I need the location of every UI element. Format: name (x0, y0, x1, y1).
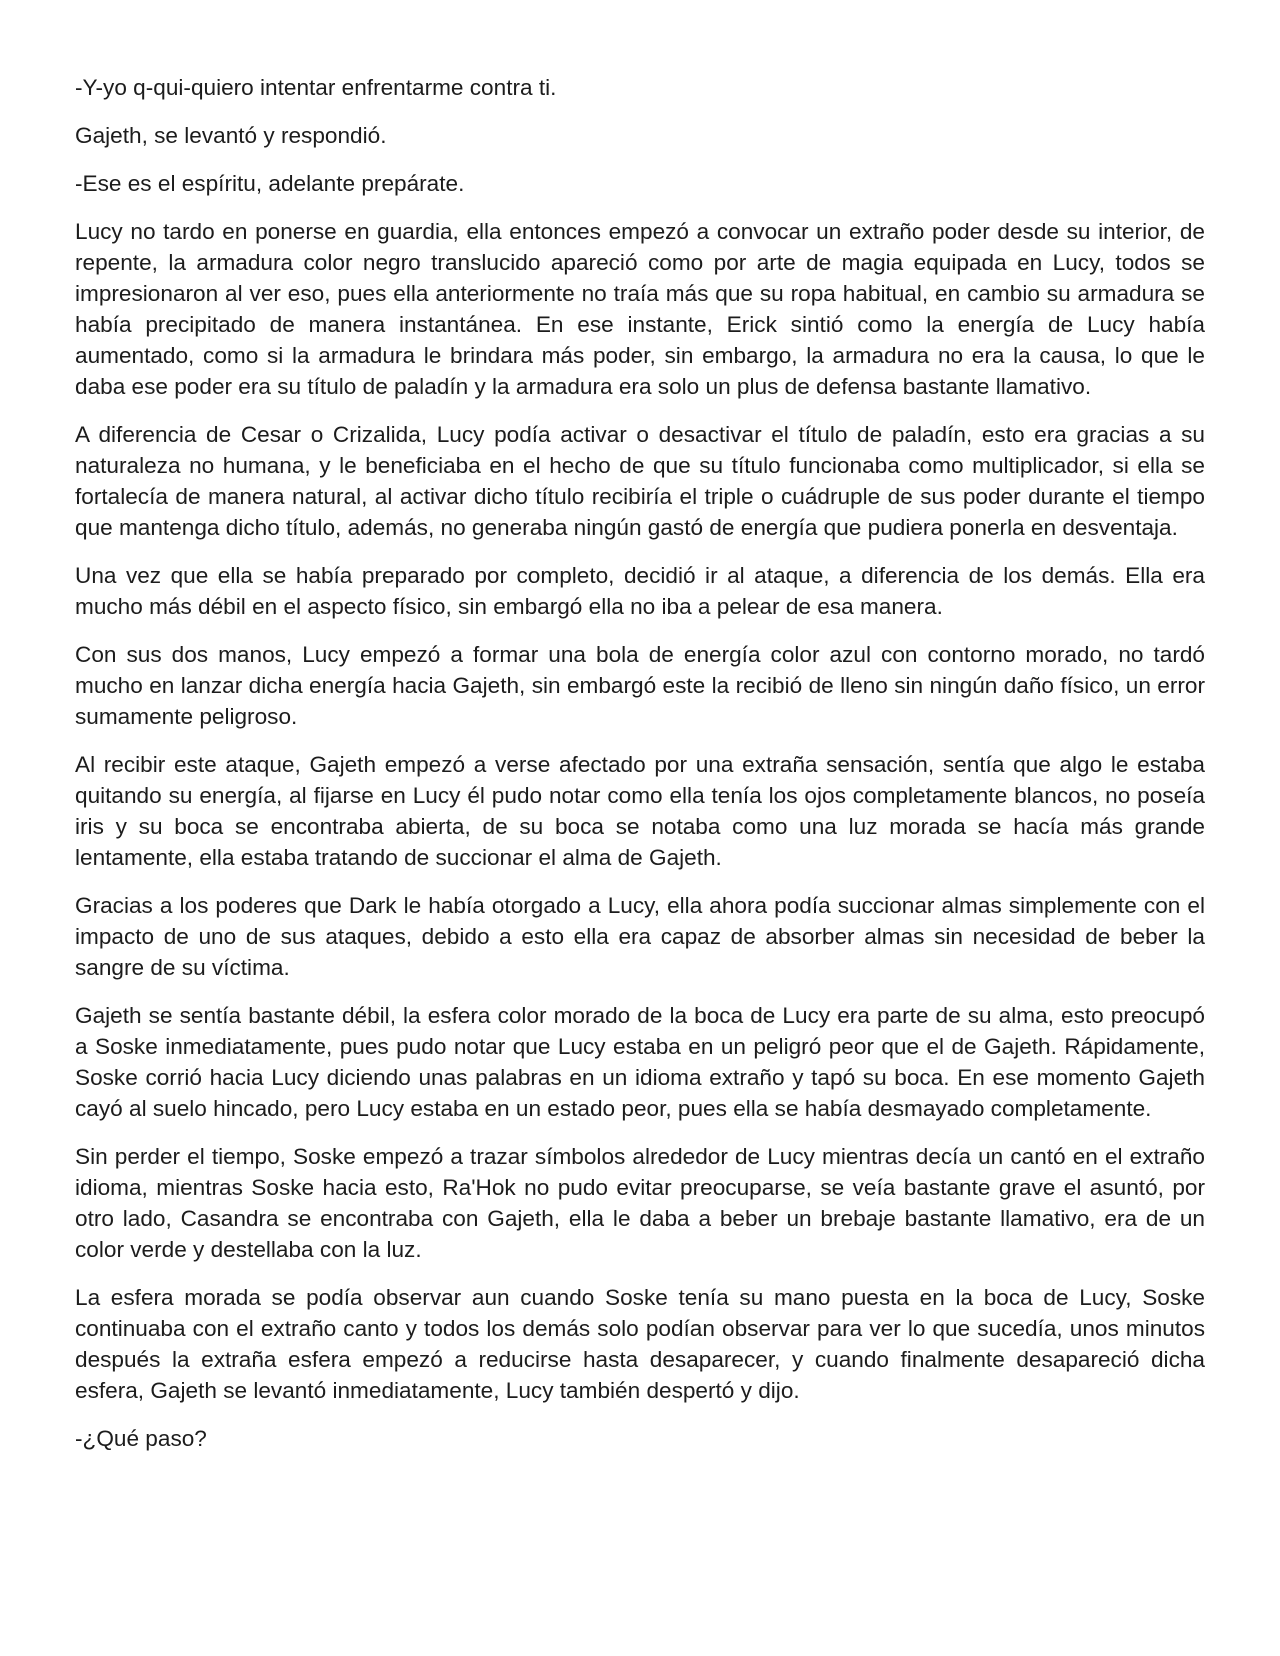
paragraph-4: Lucy no tardo en ponerse en guardia, ella entonces empezó a convocar un extraño poder desde su interior, de repente, la armadura color negro translucido apareció como por arte de magia equipada en Lucy, todos se impresionaron al ver eso, pues ella anteriormente no traía más que su ropa habitual, en cambio su armadura se había precipitado de manera instantánea. En ese instante, Erick sintió como la energía de Lucy había aumentado, como si la armadura le brindara más poder, sin embargo, la armadura no era la causa, lo que le daba ese poder era su título de paladín y la armadura era solo un plus de defensa bastante llamativo. (75, 219, 1205, 399)
paragraph-13: -¿Qué paso? (75, 1426, 207, 1451)
paragraph-9: Gracias a los poderes que Dark le había otorgado a Lucy, ella ahora podía succionar almas simplemente con el impacto de uno de sus ataques, debido a esto ella era capaz de absorber almas sin necesidad de beber la sangre de su víctima. (75, 893, 1205, 980)
document-page (75, 72, 1205, 1471)
paragraph-7: Con sus dos manos, Lucy empezó a formar una bola de energía color azul con contorno morado, no tardó mucho en lanzar dicha energía hacia Gajeth, sin embargó este la recibió de lleno sin ningún daño físico, un error sumamente peligroso. (75, 642, 1205, 729)
paragraph-8: Al recibir este ataque, Gajeth empezó a verse afectado por una extraña sensación, sentía que algo le estaba quitando su energía, al fijarse en Lucy él pudo notar como ella tenía los ojos completamente blancos, no poseía iris y su boca se encontraba abierta, de su boca se notaba como una luz morada se hacía más grande lentamente, ella estaba tratando de succionar el alma de Gajeth. (75, 752, 1205, 870)
paragraph-12: La esfera morada se podía observar aun cuando Soske tenía su mano puesta en la boca de Lucy, Soske continuaba con el extraño canto y todos los demás solo podían observar para ver lo que sucedía, unos minutos después la extraña esfera empezó a reducirse hasta desaparecer, y cuando finalmente desapareció dicha esfera, Gajeth se levantó inmediatamente, Lucy también despertó y dijo. (75, 1285, 1205, 1403)
paragraph-6: Una vez que ella se había preparado por completo, decidió ir al ataque, a diferencia de los demás. Ella era mucho más débil en el aspecto físico, sin embargó ella no iba a pelear de esa manera. (75, 563, 1205, 619)
paragraph-2: Gajeth, se levantó y respondió. (75, 123, 387, 148)
paragraph-5: A diferencia de Cesar o Crizalida, Lucy podía activar o desactivar el título de paladín, esto era gracias a su naturaleza no humana, y le beneficiaba en el hecho de que su título funcionaba como multiplicador, si ella se fortalecía de manera natural, al activar dicho título recibiría el triple o cuádruple de sus poder durante el tiempo que mantenga dicho título, además, no generaba ningún gastó de energía que pudiera ponerla en desventaja. (75, 422, 1205, 540)
paragraph-1: -Y-yo q-qui-quiero intentar enfrentarme contra ti. (75, 75, 557, 100)
paragraph-3: -Ese es el espíritu, adelante prepárate. (75, 171, 465, 196)
paragraph-11: Sin perder el tiempo, Soske empezó a trazar símbolos alrededor de Lucy mientras decía un cantó en el extraño idioma, mientras Soske hacia esto, Ra'Hok no pudo evitar preocuparse, se veía bastante grave el asuntó, por otro lado, Casandra se encontraba con Gajeth, ella le daba a beber un brebaje bastante llamativo, era de un color verde y destellaba con la luz. (75, 1144, 1205, 1262)
paragraph-10: Gajeth se sentía bastante débil, la esfera color morado de la boca de Lucy era parte de su alma, esto preocupó a Soske inmediatamente, pues pudo notar que Lucy estaba en un peligró peor que el de Gajeth. Rápidamente, Soske corrió hacia Lucy diciendo unas palabras en un idioma extraño y tapó su boca. En ese momento Gajeth cayó al suelo hincado, pero Lucy estaba en un estado peor, pues ella se había desmayado completamente. (75, 1003, 1205, 1121)
